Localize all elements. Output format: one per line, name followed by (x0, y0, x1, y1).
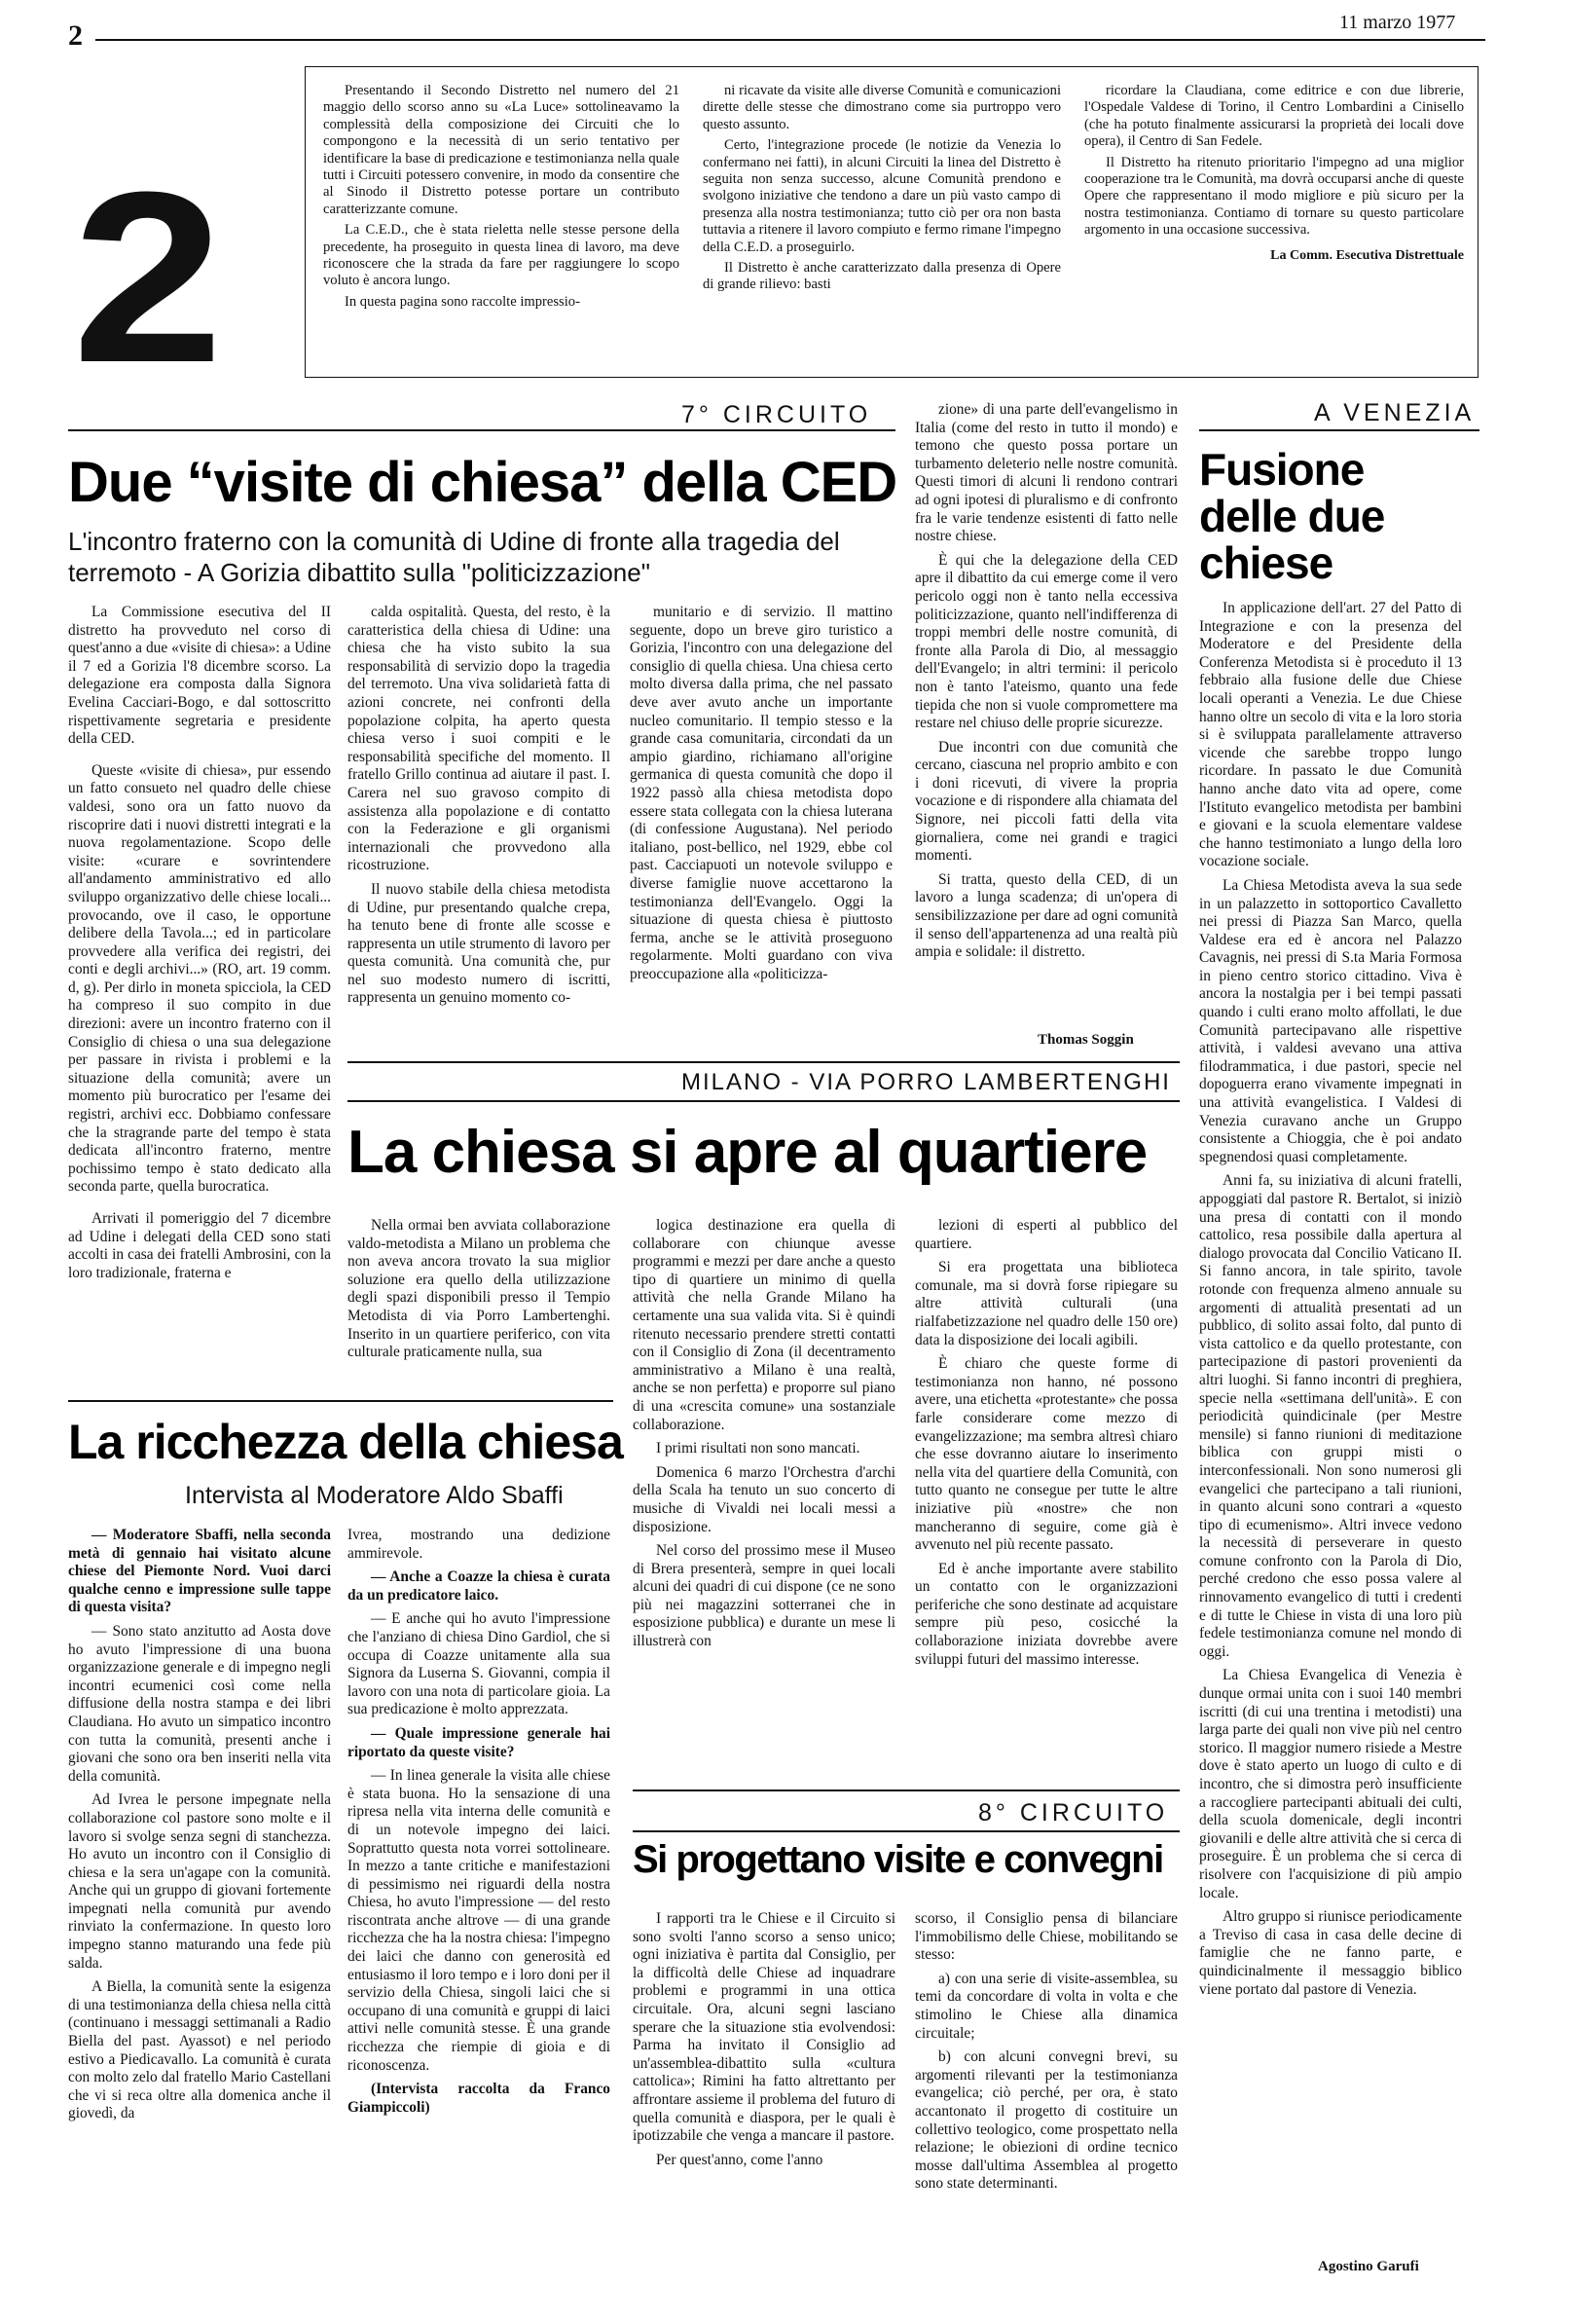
milano-paragraph: Nella ormai ben avviata collaborazione valdo-metodista a Milano un problema che non aveva ancora trovato la sua miglior soluzione era quello della utilizzazione degli spazi disponibili presso il Tempio Metodista di via Porro Lambertenghi. Inserito in un quartiere periferico, con vita culturale praticamente nulla, sua (347, 1217, 610, 1361)
header-rule (95, 39, 1485, 41)
ced-signature: Thomas Soggin (1038, 1032, 1134, 1048)
milano-paragraph: Ed è anche importante avere stabilito un contatto con le organizzazioni periferiche che sono destinate ad acquistare sempre più peso, cosicché la collaborazione iniziata dovrebbe avere sviluppi futuri del massimo interesse. (915, 1560, 1178, 1668)
visite-paragraph: a) con una serie di visite-assemblea, su temi da concordare di volta in volta e che stimolino le Chiese alla dinamica circuitale; (915, 1970, 1178, 2042)
intro-paragraph: Presentando il Secondo Distretto nel numero del 21 maggio dello scorso anno su «La Luce» sottolineavamo la complessità della composizione dei Circuiti che lo compongono e la necessità di un serio tentativo per identificare la base di predicazione e testimonianza nella quale tutti i Circuiti potessero convenire, in modo da consentire che al Sinodo il Distretto potesse portare un contributo caratterizzante comune. (323, 83, 679, 217)
milano-paragraph: Si era progettata una biblioteca comunale, ma si dovrà forse ripiegare su altre attività culturali (una rialfabetizzazione nel quadro delle 150 ore) data la disposizione dei locali agibili. (915, 1259, 1178, 1348)
ced-title: Due “visite di chiesa” della CED (68, 451, 897, 514)
intro-col-3 (1084, 83, 1464, 375)
venezia-paragraph: La Chiesa Evangelica di Venezia è dunque ormai unita con i suoi 140 membri iscritti (di cui una trentina i metodisti) una larga parte dei quali non vive più nel centro storico. Il maggior numero risiede a Mestre dove è stato aperto un luogo di culto e di incontro, che si dimostra però insufficiente a raccogliere partecipanti abituali dei culti, della scuola domenicale, degli incontri giovanili e delle altre attività che si cerca di proseguire. È un problema che si cerca di risolvere con l'acquisizione di più ampio locale. (1199, 1667, 1462, 1901)
ced-col-4 (915, 401, 1178, 1063)
milano-paragraph: È chiaro che queste forme di testimonianza non hanno, né possono avere, una etichetta «protestante» che possa farle considerare come mezzo di evangelizzazione; ma sembra altresì chiaro che esse dovranno aiutare lo inserimento nella vita del quartiere della Comunità, con tutto quanto ne consegue per tutte le altre iniziative più «nostre» che non mancheranno di seguire, come già è avvenuto nel più recente passato. (915, 1355, 1178, 1554)
visite-title: Si progettano visite e convegni (633, 1838, 1163, 1881)
milano-paragraph: Domenica 6 marzo l'Orchestra d'archi della Scala ha tenuto un suo concerto di musiche di Vivaldi nei locali messi a disposizione. (633, 1463, 895, 1535)
milano-kicker: MILANO - VIA PORRO LAMBERTENGHI (681, 1069, 1171, 1095)
intro-paragraph: Il Distretto ha ritenuto prioritario l'impegno ad una miglior cooperazione tra le Comunità, ma dovrà occuparsi anche di queste Opere che rappresentano il modo migliore e più sicuro per la nostra testimonianza. Contiamo di tornare su questo particolare argomento in una occasione successiva. (1084, 154, 1464, 239)
ced-paragraph: Queste «visite di chiesa», pur essendo un fatto consueto nel quadro delle chiese valdesi, sono ora un fatto nuovo da riscoprire dati i nuovi distretti integrati e la nuova regolamentazione. Scopo delle visite: «curare e sovrintendere all'andamento amministrativo ed allo sviluppo organizzativo delle chiese locali... provocando, ove il caso, le opportune delibere della Tavola...; ed in particolare provvedere alla verifica dei registri, dei conti e degli archivi...» (RO, art. 19 comm. d, g). Per dirlo in moneta spicciola, la CED ha compreso il suo compito in due direzioni: avere un incontro fraterno con il Consiglio di chiesa o una sua delegazione per passare in rivista i problemi e la situazione della comunità; avere un momento più burocratico per l'esame dei registri, archivi ecc. Dobbiamo confessare che la stragrande parte del tempo è stata dedicata all'incontro fraterno, mentre pochissimo tempo è stato dedicato alla seconda parte, quella burocratica. (68, 761, 331, 1196)
visite-col-2 (915, 1910, 1178, 2300)
ced-col-2 (347, 604, 610, 1090)
ricchezza-paragraph: — E anche qui ho avuto l'impressione che l'anziano di chiesa Dino Gardiol, che si occupa di Coazze unitamente alla sua Signora da Luserna S. Giovanni, compia il lavoro con una nota di particolare gioia. La sua predicazione è molto apprezzata. (347, 1610, 610, 1718)
ced-paragraph: zione» di una parte dell'evangelismo in Italia (come del resto in tutto il mondo) e temono che questo possa portare un turbamento deleterio nelle nostre comunità. Questi timori di alcuni li rendono contrari ad ogni ipotesi di pluralismo e di confronto fra le varie tendenze esistenti di fatto nelle nostre chiese. (915, 401, 1178, 545)
venezia-signature: Agostino Garufi (1318, 2259, 1419, 2274)
ricchezza-col-1 (68, 1527, 331, 2296)
intro-paragraph: Il Distretto è anche caratterizzato dalla presenza di Opere di grande rilievo: basti (703, 260, 1061, 293)
venezia-paragraph: Altro gruppo si riunisce periodicamente a Treviso di casa in casa delle decine di famiglie che ne fanno parte, e quindicinalmente il messaggio biblico viene portato dal pastore di Venezia. (1199, 1908, 1462, 1998)
intro-signature: La Comm. Esecutiva Distrettuale (1270, 247, 1464, 263)
section-number: 2 (72, 141, 224, 413)
venezia-paragraph: La Chiesa Metodista aveva la sua sede in un palazzetto in sottoportico Cavalletto nei pressi di Piazza San Marco, quella Valdese era ed è ancora nel Palazzo Cavagnis, nei pressi di S.ta Maria Formosa in pieno centro storico cittadino. Viva è ancora la nostalgia per i bei tempi passati quando i culti erano molto affollati, le due Comunità partecipavano alle rispettive attività, i valdesi avevano una attiva filodrammatica, i due pastori, specie nel dopoguerra erano vivamente impegnati in una attività evangelistica. I Valdesi di Venezia curavano anche un Gruppo consistente a Chioggia, che è poi andato spegnendosi quasi completamente. (1199, 876, 1462, 1165)
milano-top-rule (347, 1061, 1180, 1063)
milano-col-2 (633, 1217, 895, 1762)
visite-paragraph: scorso, il Consiglio pensa di bilanciare l'immobilismo delle Chiese, mobilitando se stesso: (915, 1910, 1178, 1964)
intro-col-2 (703, 83, 1061, 375)
ricchezza-subtitle: Intervista al Moderatore Aldo Sbaffi (185, 1482, 564, 1509)
milano-paragraph: logica destinazione era quella di collaborare con chiunque avesse programmi e mezzi per dare anche a questo tipo di quartiere un minimo di quella attività che nella Grande Milano ha certamente una sua valida vita. Si è quindi ritenuto necessario prendere stretti contatti con il Consiglio di Zona (il decentramento amministrativo a Milano è una realtà, anche se non perfetta) e proporre sul piano di una «crescita comune» una sostanziale collaborazione. (633, 1217, 895, 1433)
intro-paragraph: In questa pagina sono raccolte impressio- (345, 293, 580, 310)
ced-paragraph: Arrivati il pomeriggio del 7 dicembre ad Udine i delegati della CED sono stati accolti in casa dei fratelli Ambrosini, con la loro tradizionale, fraterna e (68, 1210, 331, 1281)
ced-subtitle: L'incontro fraterno con la comunità di Udine di fronte alla tragedia del terremoto - A Gorizia dibattito sulla "politicizzazione" (68, 527, 840, 587)
visite-paragraph: Per quest'anno, come l'anno (656, 2151, 823, 2168)
venezia-title-line: delle due (1199, 491, 1385, 541)
ricchezza-col-2 (347, 1527, 610, 2296)
milano-paragraph: I primi risultati non sono mancati. (656, 1440, 860, 1457)
intro-box (305, 66, 1479, 378)
intro-col-1 (323, 83, 679, 375)
venezia-paragraph: In applicazione dell'art. 27 del Patto di Integrazione e con la presenza del Moderatore e del Presidente della Conferenza Metodista si è proceduto il 13 febbraio alla fusione delle due Chiese locali operanti a Venezia. Le due Chiese hanno oltre un secolo di vita e la loro storia si è sviluppata parallelamente attraverso vicende che sarebbe troppo lungo ricordare. In passato le due Comunità hanno anche dato vita ad opere, come l'Istituto evangelico metodista per bambini e giovani e la scuola elementare valdese che hanno testimoniato a lungo della loro vocazione sociale. (1199, 600, 1462, 870)
ced-paragraph: Si tratta, questo della CED, di un lavoro a lunga scadenza; di un'opera di sensibilizzazione per dare ad ogni comunità il senso dell'appartenenza ad una realtà più ampia e solidale: il distretto. (915, 870, 1178, 961)
ricchezza-paragraph: Ad Ivrea le persone impegnate nella collaborazione col pastore sono molte e il lavoro si svolge senza segni di stanchezza. Ho avuto un incontro con il Consiglio di chiesa e la sera un'agape con la comunità. Anche qui un gruppo di giovani fortemente impegnati nella comunità pur avendo rinviato la confermazione. In questo loro impegno stanno maturando una fede più salda. (68, 1791, 331, 1972)
ced-col-3 (630, 604, 893, 1090)
ced-paragraph: Il nuovo stabile della chiesa metodista di Udine, pur presentando qualche crepa, ha tenuto bene di fronte alle scosse e rappresenta un utile strumento di lavoro per questa comunità. Una comunità che, pur nel suo modesto numero di iscritti, rappresenta un genuino momento co- (347, 880, 610, 1007)
visite-paragraph: b) con alcuni convegni brevi, su argomenti rilevanti per la testimonianza evangelica; ciò perché, per ora, è stato accantonato il progetto di costituire un collettivo teologico, come prospettato nella relazione; le obiezioni di ordine tecnico mosse dall'ultima Assemblea al progetto sono state determinanti. (915, 2048, 1178, 2193)
venezia-title-line: Fusione (1199, 444, 1365, 495)
ced-paragraph: La Commissione esecutiva del II distretto ha provveduto nel corso di quest'anno a due «visite di chiesa»: a Udine il 7 ed a Gorizia l'8 dicembre scorso. La delegazione era composta dalla Signora Evelina Cacciari-Bogo, e dal sottoscritto rispettivamente segretaria e presidente della CED. (68, 604, 331, 748)
ced-kicker: 7° CIRCUITO (681, 401, 872, 428)
intro-paragraph: ricordare la Claudiana, come editrice e con due librerie, l'Ospedale Valdese di Torino, il Centro Lombardini a Cinisello (che ha potuto finalmente assicurarsi la proprietà dei locali dove opera), il Centro di San Fedele. (1084, 83, 1464, 150)
ced-paragraph: È qui che la delegazione della CED apre il dibattito da cui emerge come il vero pericolo oggi non è tanto nella eccessiva politicizzazione, quanto nell'indifferenza di troppi membri delle nostre comunità, di fronte alla Parola di Dio, al messaggio dell'Evangelo; in altri termini: il pericolo non è tanto l'ateismo, quanto una fede tiepida che non si vuole compromettere ma restare nel chiuso delle proprie sicurezze. (915, 551, 1178, 732)
ricchezza-question: — Quale impressione generale hai riportato da queste visite? (347, 1724, 610, 1760)
visite-kicker-rule (633, 1830, 1180, 1832)
visite-top-rule (633, 1789, 1180, 1791)
venezia-kicker: A VENEZIA (1314, 399, 1476, 426)
ced-paragraph: Due incontri con due comunità che cercano, ciascuna nel proprio ambito e con i doni ricevuti, di vivere la propria vocazione e di rispondere alla chiamata del Signore, nei piccoli fatti della vita giornaliera, come nei grandi e tragici momenti. (915, 738, 1178, 865)
ricchezza-top-rule (68, 1400, 613, 1402)
intro-paragraph: ni ricavate da visite alle diverse Comunità e comunicazioni dirette delle stesse che dimostrano come sia purtroppo vero questo assunto. (703, 83, 1061, 132)
ricchezza-question: — Moderatore Sbaffi, nella seconda metà di gennaio hai visitato alcune chiese del Piemonte Nord. Vuoi darci qualche cenno e impressione sulle tappe di questa visita? (68, 1527, 331, 1616)
venezia-title-line: chiese (1199, 537, 1333, 588)
visite-paragraph: I rapporti tra le Chiese e il Circuito si sono svolti l'anno scorso a senso unico; ogni iniziativa è partita dal Consiglio, per la difficoltà delle Chiese ad inquadrare problemi e programmi in una ottica circuitale. Ora, alcuni segni lasciano sperare che la situazione stia evolvendosi: Parma ha invitato il Consiglio ad un'assemblea-dibattito sulla «cultura cattolica»; Rimini ha fatto altrettanto per affrontare assieme il problema del futuro di quella comunità e diaspora, per le quali è ipotizzabile che venga a mancare il pastore. (633, 1910, 895, 2145)
ricchezza-credit: (Intervista raccolta da Franco Giampiccoli) (347, 2081, 610, 2116)
venezia-title (1199, 446, 1384, 586)
milano-paragraph: lezioni di esperti al pubblico del quartiere. (915, 1217, 1178, 1252)
ced-paragraph: calda ospitalità. Questa, del resto, è la caratteristica della chiesa di Udine: una chiesa che ha visto subito la sua responsabilità di servizio dopo la tragedia del terremoto. Una viva solidarietà fatta di azioni concrete, nei confronti della popolazione colpita, ha aperto questa chiesa verso i suoi compiti e le responsabilità specifiche del momento. Il fratello Grillo continua ad aiutare il past. I. Carera nel suo gravoso compito di assistenza alla popolazione e di contatto con la Federazione e gli organismi internazionali che provvedono alla ricostruzione. (347, 604, 610, 874)
ricchezza-paragraph: — In linea generale la visita alle chiese è stata buona. Ho la sensazione di una ripresa nella vita interna delle comunità e di un notevole impegno dei laici. Soprattutto questa nota vorrei sottolineare. In mezzo a tante critiche e manifestazioni di pessimismo nei riguardi della nostra Chiesa, ho avuto l'impressione — del resto riscontrata anche altrove — di una grande ricchezza che ha la nostra chiesa: l'impegno dei laici che danno con generosità ed entusiasmo il loro tempo e i loro doni per il servizio della Chiesa, singoli laici che si occupano di una comunità e gruppi di laici attivi nelle comunità stesse. È una grande ricchezza che riempie di gioia e di riconoscenza. (347, 1767, 610, 2074)
ced-kicker-rule (68, 429, 895, 431)
intro-paragraph: La C.E.D., che è stata rieletta nelle stesse persone della precedente, ha proseguito in questa linea di lavoro, ma deve riconoscere che la strada da fare per raggiungere lo scopo voluto è ancora lungo. (323, 222, 679, 289)
venezia-kicker-rule (1199, 429, 1479, 431)
page-date: 11 marzo 1977 (1339, 12, 1456, 33)
ricchezza-paragraph: Ivrea, mostrando una dedizione ammirevole. (347, 1527, 610, 1562)
milano-col-3 (915, 1217, 1178, 1772)
ced-col-1 (68, 604, 331, 1402)
ricchezza-title: La ricchezza della chiesa (68, 1415, 623, 1469)
milano-col-1 (347, 1217, 610, 1392)
ced-paragraph: munitario e di servizio. Il mattino seguente, dopo un breve giro turistico a Gorizia, l'incontro con una delegazione del consiglio di quella chiesa. Una chiesa certo molto diversa dalla prima, che nel passato deve aver avuto anche un importante nucleo comunitario. Il tempio stesso e la grande casa comunitaria, circondati da un ampio giardino, richiamano all'origine germanica di questa comunità che dopo il 1922 passò alla chiesa metodista dopo essere stata collegata con la chiesa luterana (di confessione Augustana). Nel periodo italiano, post-bellico, nel 1929, ebbe col past. Cacciapuoti un notevole sviluppo e diverse famiglie nuove accettarono la testimonianza dell'Evangelo. Oggi la situazione di questa chiesa è piuttosto ferma, anche se le attività proseguono regolarmente. Molti guardano con viva preoccupazione alla «politicizza- (630, 604, 893, 982)
ricchezza-paragraph: A Biella, la comunità sente la esigenza di una testimonianza della chiesa nella città (continuano i messaggi settimanali a Radio Biella del past. Ayassot) e nel periodo estivo a Piedicavallo. La comunità è curata con molto zelo dal fratello Mario Castellani che vi si reca oltre alla domenica anche il giovedì, da (68, 1978, 331, 2122)
venezia-col (1199, 600, 1462, 2255)
venezia-paragraph: Anni fa, su iniziativa di alcuni fratelli, appoggiati dal pastore R. Bertalot, si iniziò una presa di contatti con il mondo cattolico, resa possibile dalla apertura al dialogo provocata dal Concilio Vaticano II. Si fanno ancora, in tale spirito, tavole rotonde con frequenza almeno annuale su argomenti di attualità presentati ad un pubblico, di solito assai folto, dal punto di vista cattolico e da quello protestante, con partecipazione di pastori provenienti da altri luoghi. Si fanno incontri di preghiera, specie nella «settimana dell'unità». E con periodicità quindicinale (per Mestre mensile) si fanno riunioni di meditazione biblica con gruppi misti o interconfessionali. Non sono numerosi gli evangelici che partecipano a tali riunioni, in quanto alcuni sono contrari a «questo tipo di ecumenismo». Altri invece vedono la necessità di perseverare in questo comune confronto con la Parola di Dio, perché credono che esso possa valere al rinnovamento evangelico di tutti i credenti e di tutte le Chiese in vista di una loro più fedele testimonianza comune nel mondo di oggi. (1199, 1172, 1462, 1660)
intro-paragraph: Certo, l'integrazione procede (le notizie da Venezia lo confermano nei fatti), in alcuni Circuiti la linea del Distretto è seguita non senza successo, alcune Comunità prendono e svolgono iniziative che tendono a dare un più vasto campo di presenza alla nostra testimonianza; tutto ciò per ora non basta tuttavia a ritenere il lavoro compiuto e fermo rimane l'impegno della C.E.D. a proseguirlo. (703, 137, 1061, 255)
ricchezza-question: — Anche a Coazze la chiesa è curata da un predicatore laico. (347, 1568, 610, 1604)
visite-col-1 (633, 1910, 895, 2300)
milano-kicker-rule (347, 1100, 1180, 1102)
visite-kicker: 8° CIRCUITO (978, 1799, 1169, 1826)
milano-paragraph: Nel corso del prossimo mese il Museo di Brera presenterà, sempre in quei locali alcuni dei quadri di cui dispone (ce ne sono più nei magazzini sotterranei che in esposizione pubblica) e durante un mese li illustrerà con (633, 1542, 895, 1650)
ricchezza-paragraph: — Sono stato anzitutto ad Aosta dove ho avuto l'impressione di una buona organizzazione generale e di impegno negli incontri ecumenici così come nella diffusione della nostra stampa e dei libri Claudiana. Ho avuto un simpatico incontro con tutta la comunità, presenti anche i giovani che sono ora ben inseriti nella vita della comunità. (68, 1622, 331, 1785)
page-number: 2 (68, 19, 83, 52)
milano-title: La chiesa si apre al quartiere (347, 1119, 1148, 1186)
